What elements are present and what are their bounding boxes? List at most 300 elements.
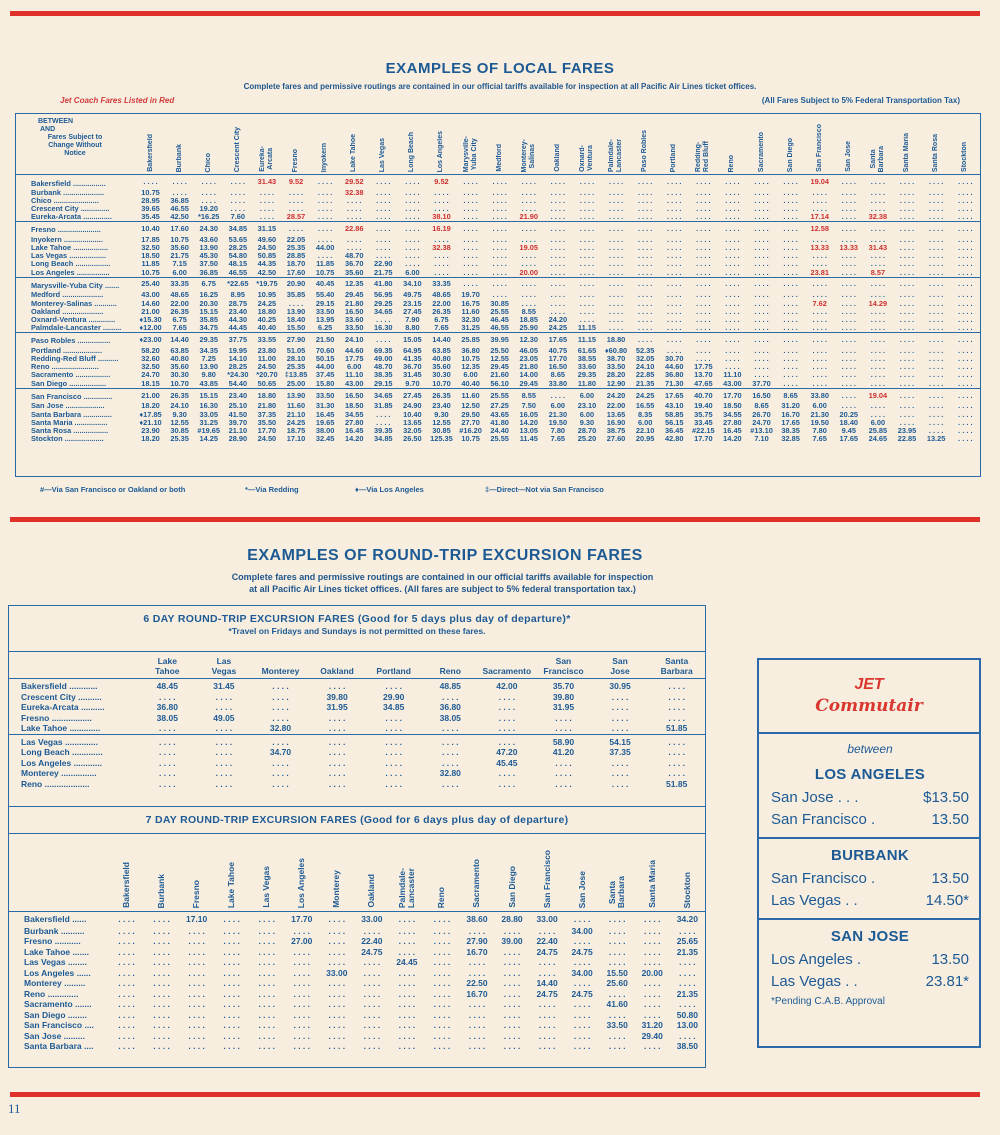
- column-header: [249, 834, 284, 912]
- fare-cell: 27.60: [606, 434, 626, 444]
- fare-cell: 25.85: [868, 425, 888, 435]
- fare-cell: . . . .: [579, 259, 595, 269]
- row-label: Lake Tahoe .................: [31, 243, 109, 253]
- fare-cell: . . . .: [405, 187, 420, 197]
- fare-cell: . . . .: [643, 957, 661, 967]
- fare-cell: 6.00: [870, 417, 886, 427]
- column-header: [689, 114, 718, 175]
- fare-cell: . . . .: [754, 195, 769, 205]
- fare-cell: 21.00: [141, 306, 160, 316]
- fare-cell: 32.85: [781, 434, 800, 444]
- fare-cell: 29.45: [344, 290, 364, 300]
- fare-cell: 36.85: [199, 267, 218, 277]
- fare-cell: . . . .: [928, 259, 944, 269]
- fare-cell: . . . .: [928, 306, 944, 316]
- row-label: Bakersfield ............: [9, 679, 139, 692]
- fare-cell: 26.50: [403, 434, 422, 444]
- fare-cell: . . . .: [725, 314, 740, 324]
- fare-cell: . . . .: [363, 967, 381, 978]
- fare-cell: 12.50: [461, 401, 480, 411]
- fare-cell: . . . .: [442, 723, 459, 733]
- fare-row: [771, 949, 969, 971]
- column-header: [565, 834, 600, 912]
- fare-cell: . . . .: [188, 1009, 205, 1020]
- fare-cell: . . . .: [259, 187, 275, 197]
- fare-cell: . . . .: [223, 967, 240, 978]
- fare-cell: . . . .: [328, 723, 346, 733]
- fare-cell: . . . .: [293, 946, 311, 957]
- fare-cell: . . . .: [442, 747, 459, 757]
- fare-cell: 27.90: [281, 333, 310, 347]
- fare-cell: . . . .: [230, 203, 246, 213]
- fare-cell: . . . .: [648, 679, 705, 692]
- fare-cell: . . . .: [550, 203, 566, 213]
- fare-cell: 24.75: [536, 946, 558, 957]
- fare-cell: . . . .: [783, 251, 798, 261]
- fare-cell: . . . .: [521, 298, 536, 308]
- fare-cell: 21.35: [635, 378, 655, 388]
- fare-cell: . . . .: [398, 1030, 416, 1041]
- fare-cell: 35.85: [286, 290, 306, 300]
- fare-cell: . . . .: [725, 212, 740, 222]
- fare-cell: . . . .: [258, 925, 275, 936]
- fare-cell: 21.80: [344, 298, 364, 308]
- fare-cell: 36.85: [170, 195, 189, 205]
- column-header: Oakland: [309, 652, 366, 679]
- fare-cell: . . . .: [422, 734, 479, 747]
- fare-cell: . . . .: [608, 251, 624, 261]
- fare-cell: . . . .: [608, 203, 624, 213]
- fare-cell: 45.30: [199, 251, 218, 261]
- fare-cell: 14.40: [165, 333, 194, 347]
- fare-cell: . . . .: [223, 978, 240, 988]
- fare-cell: 50.85: [257, 251, 277, 261]
- fare-cell: . . . .: [958, 370, 973, 380]
- fare-cell: . . . .: [376, 234, 391, 244]
- jet-commutair-box: [757, 658, 981, 1048]
- column-header: [281, 114, 310, 175]
- fare-cell: . . . .: [725, 195, 740, 205]
- fare-cell: . . . .: [696, 176, 711, 186]
- fare-cell: . . . .: [725, 298, 740, 308]
- row-label: Long Beach .............: [21, 747, 103, 757]
- fare-cell: 32.38: [432, 243, 451, 253]
- pending-approval-note: *Pending C.A.B. Approval: [771, 996, 885, 1007]
- city-heading: BURBANK: [831, 847, 909, 864]
- fare-cell: 24.40: [490, 425, 509, 435]
- fare-cell: . . . .: [958, 234, 973, 244]
- fare-cell: . . . .: [153, 957, 170, 967]
- fare-cell: . . . .: [812, 354, 827, 364]
- fare-cell: 32.05: [635, 354, 655, 364]
- fare-cell: . . . .: [223, 1020, 240, 1030]
- fare-cell: 13.90: [199, 362, 218, 372]
- destination: San Francisco .: [771, 811, 876, 828]
- fare-cell: 29.25: [374, 298, 393, 308]
- fare-cell: . . . .: [215, 702, 233, 712]
- fare-cell: . . . .: [456, 277, 485, 291]
- column-header: [398, 114, 427, 175]
- fare-cell: 34.85: [374, 434, 393, 444]
- fare-cell: 19.05: [519, 243, 539, 253]
- fare-cell: . . . .: [118, 988, 135, 999]
- fare-cell: 16.25: [199, 290, 218, 300]
- fare-cell: 23.95: [897, 425, 917, 435]
- fare-cell: 33.00: [361, 913, 383, 924]
- column-header: [635, 834, 670, 912]
- column-header: [747, 114, 776, 175]
- fare-cell: . . . .: [153, 925, 170, 936]
- fare-cell: 7.62: [812, 298, 827, 308]
- fare-cell: . . . .: [258, 957, 275, 967]
- fare-cell: . . . .: [725, 251, 740, 261]
- fare-cell: . . . .: [928, 345, 944, 355]
- fare-cell: 16.70: [466, 946, 488, 957]
- column-header: [495, 834, 530, 912]
- fare-cell: . . . .: [201, 195, 216, 205]
- fare: $13.50: [923, 789, 969, 806]
- fare-cell: . . . .: [293, 1041, 311, 1051]
- fare-cell: . . . .: [405, 243, 420, 253]
- column-header: Lake Tahoe: [139, 652, 196, 679]
- fare-cell: . . . .: [643, 999, 661, 1009]
- fare-cell: 43.65: [490, 409, 509, 419]
- fare-cell: 22.40: [361, 936, 383, 946]
- column-header: [459, 834, 494, 912]
- fare-cell: . . . .: [928, 362, 944, 372]
- fare-cell: 16.55: [635, 401, 655, 411]
- row-label: Los Angeles ................: [31, 267, 110, 277]
- fare-cell: . . . .: [579, 251, 595, 261]
- fare-cell: 17.70: [548, 354, 568, 364]
- fare-cell: . . . .: [385, 778, 402, 789]
- fare-cell: 21.00: [136, 388, 165, 402]
- fare-cell: . . . .: [958, 212, 973, 222]
- row-label: Oxnard-Ventura .............: [31, 314, 116, 324]
- fare-cell: . . . .: [611, 712, 629, 723]
- fare-cell: . . . .: [398, 1020, 416, 1030]
- fare-cell: . . . .: [747, 222, 776, 236]
- fare-cell: 10.75: [315, 267, 335, 277]
- fare-cell: . . . .: [899, 267, 915, 277]
- fare-cell: . . . .: [272, 702, 289, 712]
- fare-cell: 21.80: [519, 362, 539, 372]
- fare-cell: . . . .: [118, 999, 135, 1009]
- fare-cell: . . . .: [696, 354, 711, 364]
- fare-cell: . . . .: [812, 323, 827, 333]
- local-fares-title: EXAMPLES OF LOCAL FARES: [385, 60, 615, 77]
- fare-cell: . . . .: [543, 388, 572, 402]
- fare-cell: . . . .: [928, 187, 944, 197]
- fare-cell: 33.50: [315, 306, 335, 316]
- fare-cell: . . . .: [696, 212, 711, 222]
- fare-cell: 30.70: [664, 354, 684, 364]
- fare-cell: . . . .: [637, 259, 653, 269]
- fare-row: [771, 809, 969, 831]
- fare-cell: 28.70: [577, 425, 597, 435]
- fare-cell: . . . .: [215, 778, 233, 789]
- fare-cell: 21.75: [170, 251, 189, 261]
- fare-row: [771, 868, 969, 890]
- fare-cell: . . . .: [550, 212, 566, 222]
- column-header-label: San Jose: [844, 141, 852, 172]
- fare-cell: . . . .: [725, 345, 740, 355]
- fare-cell: 18.80: [602, 333, 631, 347]
- fare-cell: . . . .: [188, 978, 205, 988]
- fare-cell: . . . .: [608, 290, 624, 300]
- fare-cell: . . . .: [468, 1041, 486, 1051]
- fare-cell: . . . .: [958, 176, 973, 186]
- fare-cell: . . . .: [288, 187, 304, 197]
- fare-cell: 24.50: [257, 362, 277, 372]
- fare-cell: 39.35: [374, 425, 393, 435]
- fare-cell: . . . .: [608, 267, 624, 277]
- fare-cell: . . . .: [492, 203, 507, 213]
- fare-cell: . . . .: [951, 333, 980, 347]
- fare-cell: . . . .: [434, 267, 449, 277]
- fare-cell: . . . .: [223, 913, 240, 924]
- fare-cell: 34.65: [369, 388, 398, 402]
- fare-cell: 44.35: [257, 259, 277, 269]
- fare-cell: 15.05: [398, 333, 427, 347]
- fare-cell: 24.25: [631, 388, 660, 402]
- row-label: Santa Rosa .................: [31, 425, 109, 435]
- fare-cell: 64.95: [403, 345, 422, 355]
- fare-cell: . . . .: [668, 702, 685, 712]
- fare-cell: . . . .: [922, 277, 951, 291]
- fare-cell: 30.85: [490, 298, 509, 308]
- fare-cell: 49.60: [257, 234, 277, 244]
- fare-cell: . . . .: [468, 957, 486, 967]
- column-header-label: Crescent City: [233, 126, 241, 172]
- fare-cell: 13.70: [694, 370, 713, 380]
- fare-cell: . . . .: [870, 306, 886, 316]
- fare-cell: 25.35: [286, 243, 306, 253]
- fare-cell: 23.81: [810, 267, 829, 277]
- fare-cell: . . . .: [503, 988, 521, 999]
- fare-cell: 8.35: [637, 409, 653, 419]
- fare-cell: . . . .: [608, 243, 624, 253]
- fare: 13.50: [931, 811, 969, 828]
- fare-cell: 41.50: [228, 409, 248, 419]
- fare-cell: . . . .: [434, 251, 449, 261]
- fare-cell: . . . .: [602, 277, 631, 291]
- table-row: [9, 692, 705, 703]
- fare-cell: 43.00: [723, 378, 742, 388]
- fare-cell: 13.65: [403, 417, 422, 427]
- fare-cell: 24.75: [571, 988, 593, 999]
- fare-cell: . . . .: [812, 306, 827, 316]
- fare-cell: . . . .: [870, 251, 886, 261]
- fare-cell: . . . .: [783, 187, 798, 197]
- fare-cell: 13.33: [810, 243, 829, 253]
- fare-cell: 33.05: [199, 409, 218, 419]
- column-header: [165, 114, 194, 175]
- fare-cell: 21.50: [311, 333, 340, 347]
- column-header: [389, 834, 424, 912]
- table-row: [9, 957, 705, 968]
- fare-cell: 20.30: [199, 298, 218, 308]
- row-label: Monterey ...............: [21, 768, 97, 778]
- fare-cell: 19.50: [548, 417, 568, 427]
- fare-cell: . . . .: [783, 323, 798, 333]
- fare-cell: . . . .: [223, 999, 240, 1009]
- fare-cell: . . . .: [928, 234, 944, 244]
- column-header: San Jose: [592, 652, 649, 679]
- fare-cell: . . . .: [696, 298, 711, 308]
- fare-cell: 29.90: [383, 691, 405, 702]
- fare-cell: . . . .: [143, 176, 158, 186]
- fare-cell: 48.65: [170, 290, 189, 300]
- fare-cell: 33.45: [694, 417, 713, 427]
- fare-cell: 48.45: [139, 679, 196, 692]
- fare-cell: . . . .: [118, 936, 135, 946]
- fare-cell: . . . .: [258, 1020, 275, 1030]
- fare-cell: . . . .: [783, 290, 798, 300]
- fare-cell: . . . .: [637, 176, 653, 186]
- fare-cell: . . . .: [643, 936, 661, 946]
- row-label: Monterey-Salinas ...........: [31, 298, 117, 308]
- fare-cell: 10.75: [141, 187, 160, 197]
- fare-cell: . . . .: [188, 999, 205, 1009]
- fare-cell: . . . .: [579, 203, 595, 213]
- fare-cell: 10.70: [432, 378, 451, 388]
- fare-cell: 26.70: [752, 409, 771, 419]
- fare-cell: . . . .: [696, 251, 711, 261]
- column-header-label: Santa Barbara: [869, 145, 885, 172]
- column-header: [456, 114, 485, 175]
- fare-cell: . . . .: [521, 195, 536, 205]
- row-label: Los Angeles ......: [24, 967, 91, 978]
- fare-cell: 19.04: [863, 388, 892, 402]
- fare-cell: . . . .: [863, 277, 892, 291]
- column-header: Sacramento: [479, 652, 536, 679]
- fare-cell: . . . .: [118, 925, 135, 936]
- fare-cell: . . . .: [667, 259, 682, 269]
- fare-cell: . . . .: [667, 323, 682, 333]
- fare-cell: . . . .: [958, 267, 973, 277]
- fare-cell: . . . .: [637, 212, 653, 222]
- column-header-label: Monterey- Salinas: [520, 138, 536, 172]
- fare-cell: . . . .: [928, 354, 944, 364]
- fare-cell: 19.65: [315, 417, 335, 427]
- column-header-label: Reno: [728, 154, 736, 172]
- fare-cell: 24.10: [635, 362, 655, 372]
- fare-cell: . . . .: [369, 222, 398, 236]
- fare-cell: 22.40: [536, 936, 558, 946]
- column-header-label: Fresno: [191, 879, 202, 908]
- fare-cell: 18.80: [257, 306, 277, 316]
- local-fares-subtitle: Complete fares and permissive routings are contained in our official tariffs available for inspection at all Pacific Air Lines ticket offices.: [243, 82, 757, 91]
- column-header: [284, 834, 319, 912]
- column-header-label: Santa Rosa: [932, 133, 940, 172]
- fare-cell: . . . .: [899, 314, 915, 324]
- fare-cell: 39.80: [326, 691, 348, 702]
- fare-cell: . . . .: [637, 323, 653, 333]
- column-header: [179, 834, 214, 912]
- fare-cell: . . . .: [892, 277, 921, 291]
- fare-cell: . . . .: [468, 967, 486, 978]
- column-header: [922, 114, 951, 175]
- fare-cell: . . . .: [958, 362, 973, 372]
- table-row: [9, 779, 705, 790]
- fare-cell: 16.30: [374, 323, 393, 333]
- legend-hash: #—Via San Francisco or Oakland or both: [40, 485, 186, 494]
- fare-cell: 33.50: [311, 388, 340, 402]
- fare-cell: 36.70: [344, 259, 364, 269]
- fare-cell: . . . .: [870, 314, 886, 324]
- row-label: Santa Maria ................: [31, 417, 108, 427]
- fare-cell: 41.20: [552, 747, 575, 757]
- fare-cell: . . . .: [433, 1041, 451, 1051]
- fare-cell: . . . .: [442, 778, 459, 789]
- table-row: [16, 175, 980, 189]
- fare-cell: . . . .: [928, 425, 944, 435]
- fare-cell: 63.85: [432, 345, 451, 355]
- row-label: Long Beach .................: [31, 259, 111, 269]
- fare-cell: 37.75: [223, 333, 252, 347]
- fare-cell: 17.65: [660, 388, 689, 402]
- fare-cell: . . . .: [725, 176, 740, 186]
- fare-cell: . . . .: [538, 1030, 556, 1041]
- fare-cell: 16.90: [606, 417, 626, 427]
- fare-cell: . . . .: [899, 378, 915, 388]
- fare-cell: . . . .: [376, 187, 391, 197]
- fare-cell: . . . .: [479, 734, 536, 747]
- fare-cell: 10.70: [170, 378, 189, 388]
- fare-cell: . . . .: [928, 212, 944, 222]
- fare-cell: . . . .: [363, 978, 381, 988]
- fare-cell: . . . .: [667, 314, 682, 324]
- fare-cell: . . . .: [608, 306, 624, 316]
- fare-cell: 23.40: [228, 306, 248, 316]
- fare-cell: . . . .: [258, 978, 275, 988]
- fare-cell: . . . .: [363, 1041, 381, 1051]
- fare-cell: . . . .: [754, 251, 769, 261]
- fare-cell: . . . .: [376, 212, 391, 222]
- fare-cell: . . . .: [328, 925, 346, 936]
- fare-cell: . . . .: [463, 176, 478, 186]
- fare-cell: . . . .: [725, 290, 740, 300]
- fare-cell: . . . .: [201, 176, 216, 186]
- fare-cell: 33.80: [548, 378, 568, 388]
- row-label: Palmdale-Lancaster .........: [31, 323, 122, 333]
- row-label: Eureka-Arcata ..........: [21, 702, 105, 712]
- fare-row: [771, 787, 969, 809]
- fare-cell: . . . .: [812, 203, 827, 213]
- fare-cell: 7.65: [434, 323, 449, 333]
- fare-cell: . . . .: [550, 267, 566, 277]
- fare-cell: . . . .: [398, 967, 416, 978]
- fare-cell: . . . .: [188, 967, 205, 978]
- fare-cell: *19.75: [252, 277, 281, 291]
- column-header-label: Sacramento: [471, 859, 482, 908]
- fare-cell: 34.85: [223, 222, 252, 236]
- fare-cell: . . . .: [317, 203, 333, 213]
- table-row: [16, 388, 980, 402]
- fare-cell: . . . .: [433, 1020, 451, 1030]
- column-header: [514, 114, 543, 175]
- fare-cell: . . . .: [385, 712, 402, 723]
- row-label: San Diego ..................: [31, 378, 107, 388]
- fare-cell: . . . .: [667, 306, 682, 316]
- column-header: [951, 114, 980, 175]
- fare-cell: . . . .: [492, 251, 507, 261]
- fare-cell: 26.35: [165, 388, 194, 402]
- fare-cell: . . . .: [328, 999, 346, 1009]
- fare-cell: 22.10: [635, 425, 655, 435]
- fare-cell: . . . .: [259, 212, 275, 222]
